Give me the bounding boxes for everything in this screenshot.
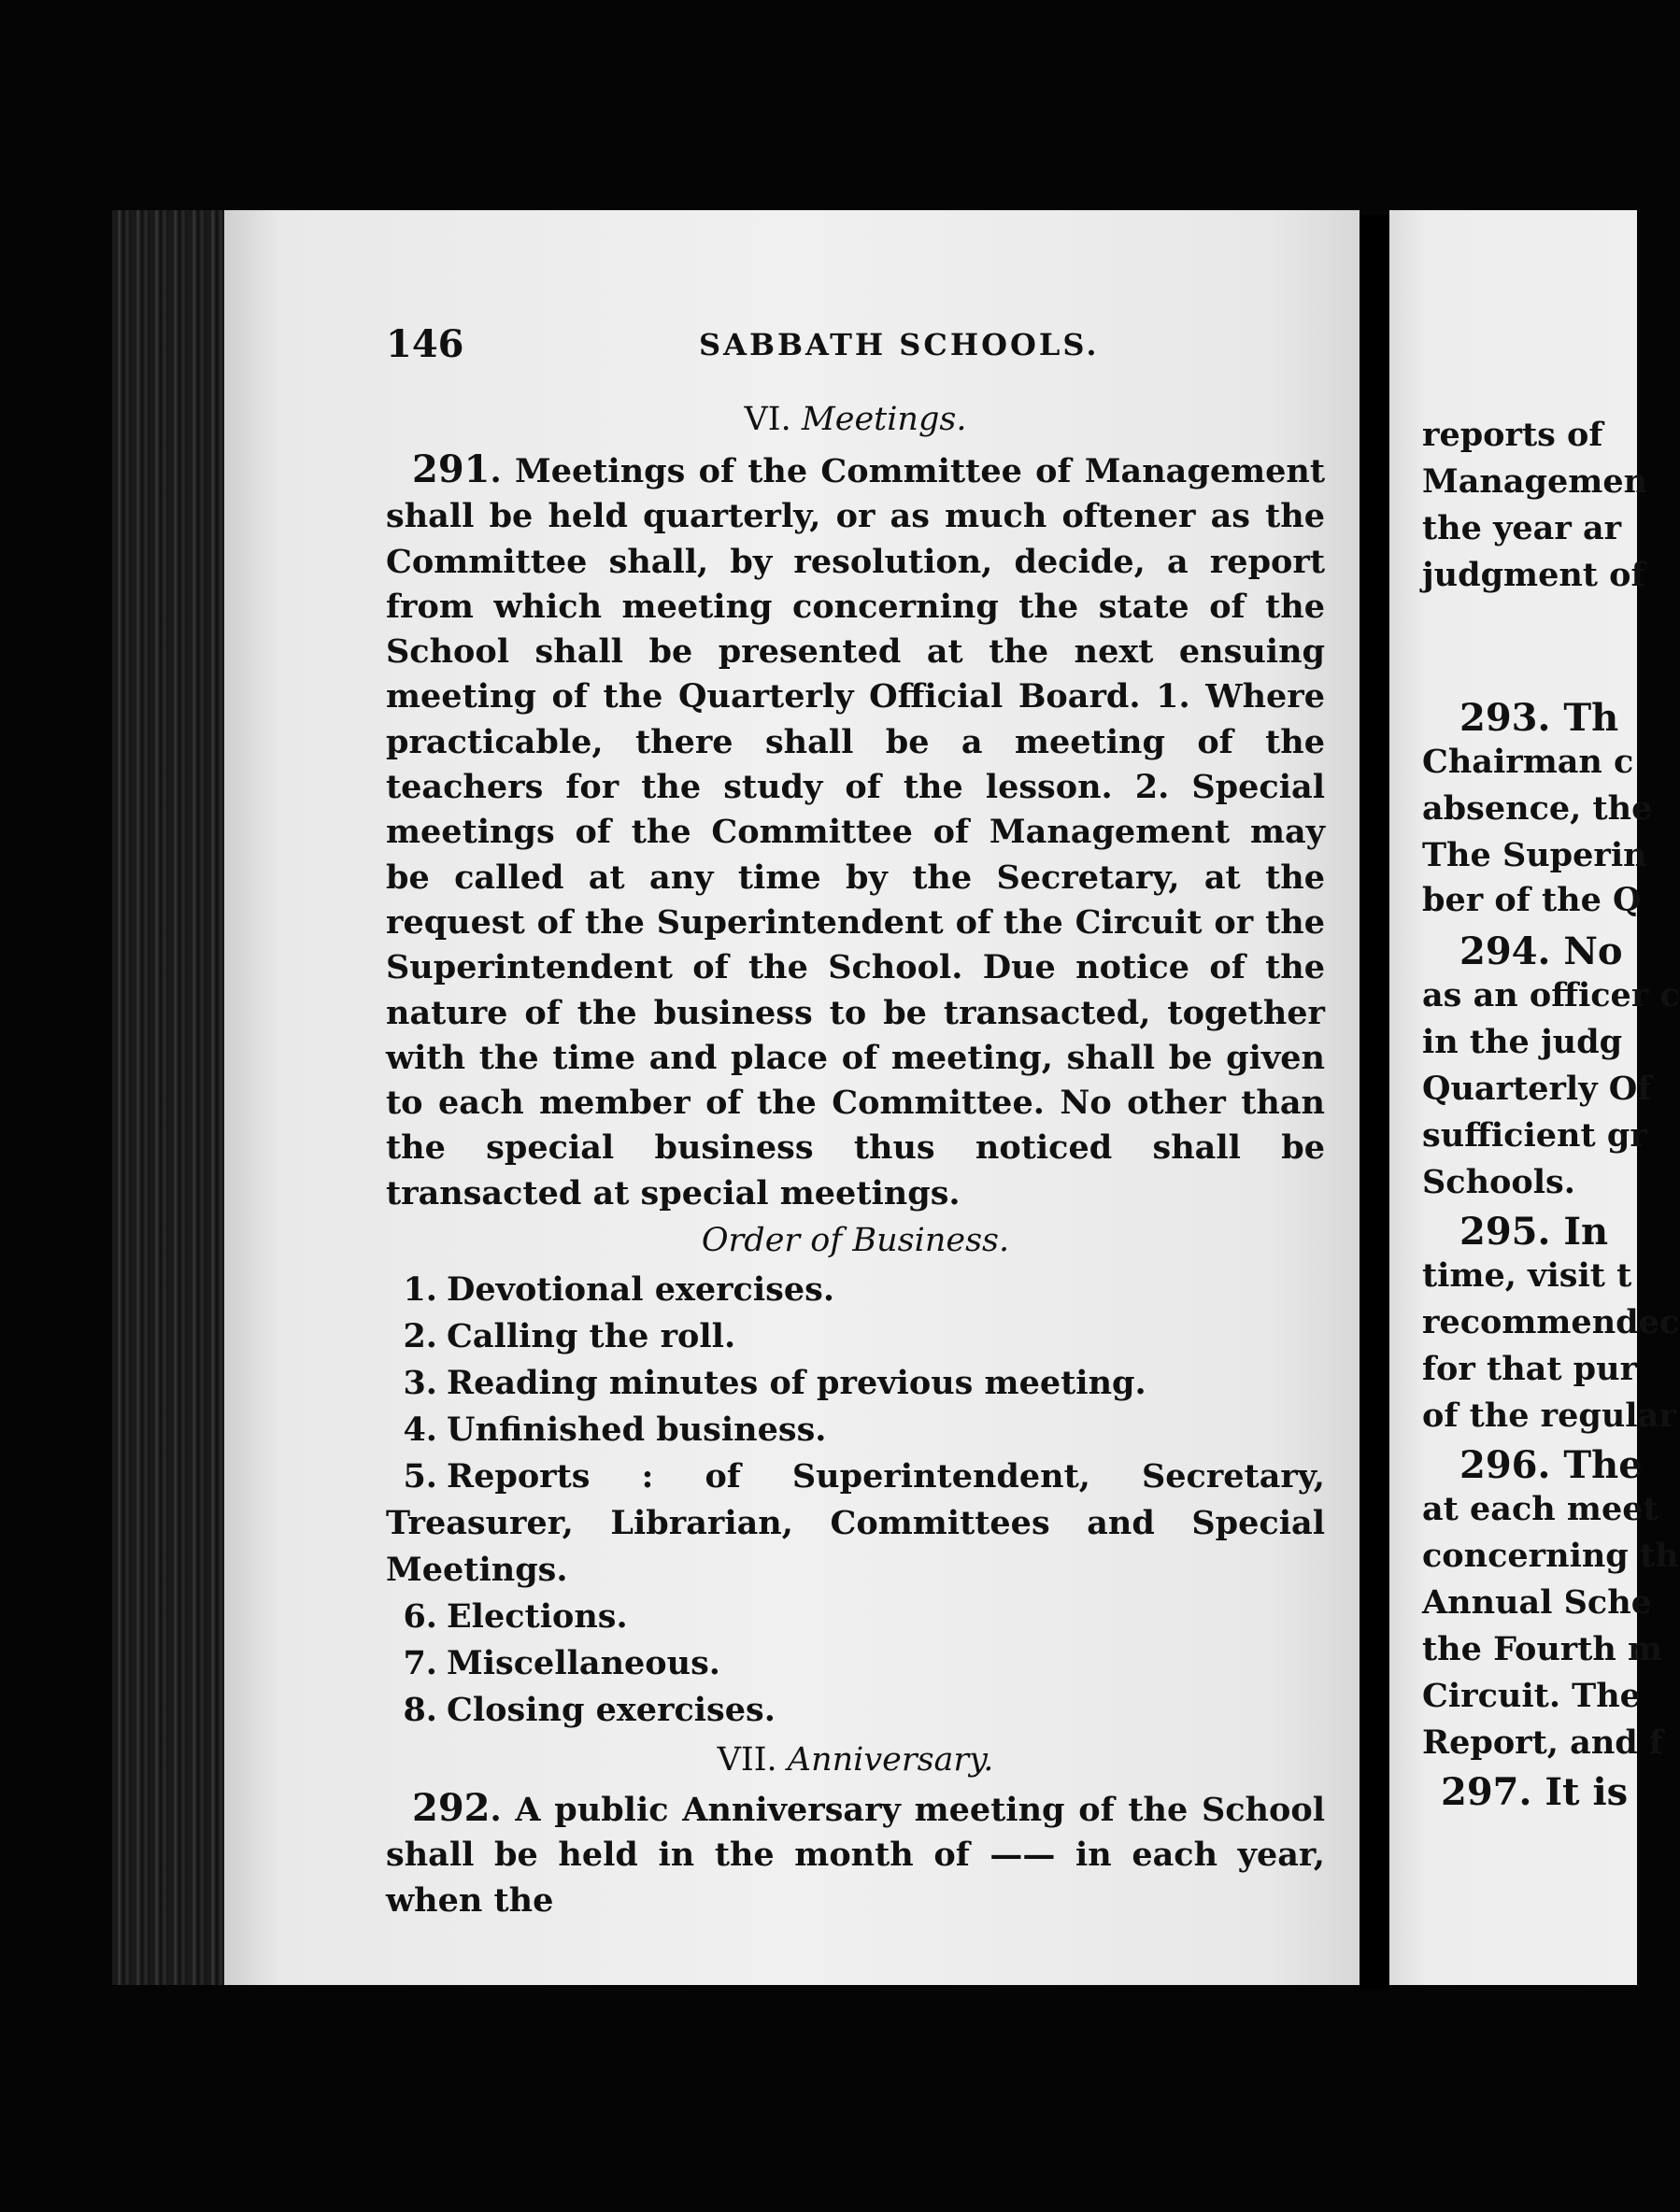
right-page-line: judgment of bbox=[1422, 556, 1645, 594]
order-of-business-heading: Order of Business. bbox=[701, 1222, 1010, 1260]
right-page-line: Quarterly Of bbox=[1422, 1070, 1652, 1108]
right-page-line: time, visit t bbox=[1422, 1256, 1632, 1295]
right-page-line: reports of bbox=[1422, 416, 1603, 454]
right-page-line: concerning th bbox=[1422, 1537, 1679, 1575]
list-item: 5. Reports : of Superintendent, Secretary, Treasurer, Librarian, Committees and Special Meetings. bbox=[386, 1457, 1325, 1590]
paragraph-number: 292 bbox=[412, 1786, 491, 1831]
right-page-line: Schools. bbox=[1422, 1163, 1575, 1201]
list-item: 1. Devotional exercises. bbox=[403, 1270, 835, 1310]
order-list bbox=[386, 1267, 1325, 1734]
right-page-line: Report, and f bbox=[1422, 1723, 1663, 1762]
list-item: 6. Elections. bbox=[403, 1597, 628, 1637]
right-page-line: the year ar bbox=[1422, 509, 1622, 547]
list-item: 4. Unfinished business. bbox=[403, 1411, 827, 1450]
right-page-line: Circuit. The bbox=[1422, 1677, 1641, 1715]
section-heading-vi bbox=[386, 397, 1325, 442]
right-page-line: the Fourth m bbox=[1422, 1630, 1663, 1668]
running-head: SABBATH SCHOOLS. bbox=[699, 327, 1100, 362]
right-page-line: sufficient gr bbox=[1422, 1116, 1647, 1155]
section-title: Meetings. bbox=[801, 401, 967, 438]
right-page-line: Managemen bbox=[1422, 462, 1648, 501]
section-numeral: VII. bbox=[717, 1741, 777, 1780]
right-page-line: recommendec bbox=[1422, 1303, 1680, 1341]
right-page-line: ber of the Q bbox=[1422, 881, 1642, 919]
right-page-line: of the regular bbox=[1422, 1397, 1676, 1435]
book-binding bbox=[112, 210, 224, 1985]
paragraph-number: 291 bbox=[412, 447, 491, 491]
paragraph-text: . Meetings of the Committee of Management shall be held quarterly, or as much oftener as the Committee shall, by resolution, decide, a report from which meeting concerning the state of the School shall be presented at the next ensuing meeting of the Quarterly Official Board. 1. Where practicable, there shall be a meeting of the teachers for the study of the lesson. 2. Special meetings of the Committee of Management may be called at any time by the Secretary, at the request of the Superintendent of the Circuit or the Superintendent of the School. Due notice of the nature of the business to be transacted, together with the time and place of meeting, shall be given to each member of the Committee. No other than the special business thus noticed shall be transacted at special meetings. bbox=[386, 452, 1325, 1212]
right-page-line: as an officer c bbox=[1422, 976, 1680, 1014]
list-item: 8. Closing exercises. bbox=[403, 1691, 776, 1730]
paragraph-text: . A public Anniversary meeting of the School shall be held in the month of —— in each year, when the bbox=[386, 1791, 1325, 1920]
list-item: 7. Miscellaneous. bbox=[403, 1644, 720, 1683]
right-page-line: 295. In bbox=[1459, 1210, 1609, 1254]
right-page bbox=[1389, 210, 1680, 1985]
list-item: 2. Calling the roll. bbox=[403, 1317, 736, 1356]
right-page-line: 293. Th bbox=[1459, 696, 1619, 740]
right-page-line: for that pur bbox=[1422, 1350, 1638, 1388]
section-title: Anniversary. bbox=[787, 1741, 994, 1780]
right-page-line: Chairman c bbox=[1422, 743, 1634, 781]
right-page-line: absence, the bbox=[1422, 789, 1653, 828]
section-heading-vii bbox=[386, 1737, 1325, 1782]
paragraph-292 bbox=[386, 1786, 1325, 1923]
book-gutter bbox=[1360, 215, 1389, 1990]
right-page-line: in the judg bbox=[1422, 1023, 1623, 1061]
right-page-line: 294. No bbox=[1459, 929, 1623, 973]
page-number: 146 bbox=[386, 322, 464, 366]
paragraph-291 bbox=[386, 447, 1325, 1216]
right-page-line: at each meet bbox=[1422, 1490, 1659, 1528]
right-page-line: 297. It is bbox=[1441, 1770, 1629, 1814]
right-page-line: Annual Sche bbox=[1422, 1583, 1652, 1622]
right-page-line: The Superin bbox=[1422, 836, 1647, 874]
main-column bbox=[386, 397, 1325, 1923]
section-numeral: VI. bbox=[744, 401, 791, 438]
page-header bbox=[386, 322, 1325, 369]
right-page-line: 296. The bbox=[1459, 1443, 1643, 1487]
list-item: 3. Reading minutes of previous meeting. bbox=[403, 1364, 1146, 1403]
